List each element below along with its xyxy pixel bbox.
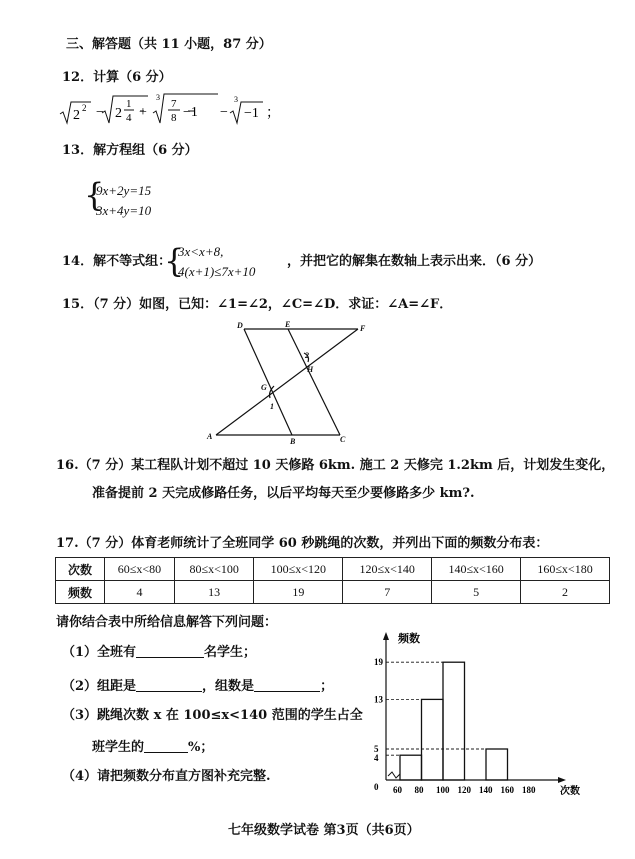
y-axis-arrow [383,632,389,640]
frequency-histogram [362,628,590,800]
cube2-radicand: −1 [244,106,259,121]
table-cell: 60≤x<80 [105,558,175,581]
q12-tail: ； [266,106,280,121]
line-DB [244,329,292,435]
table-cell: 19 [254,581,343,604]
x-tick-label: 160 [500,785,514,795]
table-row-freqs [56,581,610,604]
x-tick-label: 80 [414,785,424,795]
q16-line1: 16.（7 分）某工程队计划不超过 10 天修路 6km. 施工 2 天修完 1.2km 后，计划发生变化， [56,458,615,473]
table-cell: 13 [174,581,253,604]
section-title: 三、解答题（共 11 小题，87 分） [66,37,272,52]
x-tick-label: 120 [457,785,471,795]
table-head-freq: 频数 [56,581,105,604]
mixed-den: 4 [126,112,132,124]
q14-ineq2: 4(x+1)≤7x+10 [178,264,256,279]
y-tick-label: 19 [374,657,383,668]
q12-label: 12．计算（6 分） [62,70,172,85]
q13-brace: { [84,176,105,214]
q12-expression [58,90,298,132]
pt-B: B [290,437,296,446]
axis-break [388,772,400,778]
line-EC [288,329,340,435]
y-tick-label: 13 [374,694,383,705]
answer-blank-4[interactable] [144,738,188,753]
cube2-index: 3 [234,95,238,104]
cube-index: 3 [156,93,160,102]
y-tick-label: 4 [374,753,379,764]
pt-A: A [207,432,213,441]
q15-geometry-figure [200,318,370,448]
table-cell: 5 [432,581,521,604]
q15-text: 15．（7 分）如图，已知：∠1=∠2，∠C=∠D．求证：∠A=∠F． [62,297,453,312]
table-row-intervals [56,558,610,581]
table-cell: 2 [521,581,610,604]
q17-sub2: （2）组距是 ，组数是 ； [62,679,334,694]
line-AF [216,329,358,435]
q14-tail: ，并把它的解集在数轴上表示出来．（6 分） [287,254,542,269]
y-tick-label: 5 [374,744,379,754]
pt-D: D [237,321,243,330]
q14-ineq1: 3x<x+8, [178,244,224,259]
minus-sign: − [96,105,104,120]
table-cell: 100≤x<120 [254,558,343,581]
frac-den: 8 [171,112,177,124]
histogram-bar [443,662,465,780]
x-axis-arrow [558,777,566,783]
q17-sub4: （4）请把频数分布直方图补充完整. [62,769,271,784]
frequency-table [55,557,610,604]
table-cell: 120≤x<140 [343,558,432,581]
table-cell: 140≤x<160 [432,558,521,581]
pt-G: G [261,383,267,392]
histogram-bar [422,699,444,780]
q17-prompt: 请你结合表中所给信息解答下列问题： [56,615,278,630]
q17-sub3a: （3）跳绳次数 x 在 100≤x<140 范围的学生占全 [62,708,363,723]
minus-one: −1 [183,105,198,120]
sqrt-exp: 2 [82,103,87,113]
sqrt-base: 2 [73,108,80,123]
chart-xlabel: 次数 [560,786,580,797]
mixed-whole: 2 [115,106,122,121]
q13-eq1: 9x+2y=15 [96,183,152,198]
pt-H: H [307,365,314,374]
histogram-bar [486,749,508,780]
plus-sign: + [139,105,147,120]
q17-sub3b: 班学生的 %； [92,740,214,755]
angle-2: 2 [305,351,309,360]
pt-C: C [340,435,346,444]
q14-brace: { [164,242,185,280]
table-cell: 7 [343,581,432,604]
q14-label: 14．解不等式组： [62,254,172,269]
q13-label: 13．解方程组（6 分） [62,143,198,158]
q17-intro: 17.（7 分）体育老师统计了全班同学 60 秒跳绳的次数，并列出下面的频数分布表： [56,536,549,551]
table-head-count: 次数 [56,558,105,581]
x-tick-label: 100 [436,785,450,795]
mixed-num: 1 [126,98,132,110]
minus-sign-2: − [220,105,228,120]
x-tick-label: 140 [479,785,493,795]
q16-line2: 准备提前 2 天完成修路任务，以后平均每天至少要修路多少 km?. [92,486,475,501]
q17-sub1: （1）全班有 名学生； [62,645,257,660]
table-cell: 4 [105,581,175,604]
x-tick-label: 60 [393,785,402,795]
x-tick-label: 180 [522,785,536,795]
table-cell: 160≤x<180 [521,558,610,581]
q13-eq2: 3x+4y=10 [96,203,152,218]
answer-blank-2[interactable] [136,677,202,692]
angle-1: 1 [270,402,274,411]
table-cell: 80≤x<100 [174,558,253,581]
chart-ylabel: 频数 [398,633,420,645]
answer-blank-1[interactable] [136,643,204,658]
pt-E: E [285,320,291,329]
answer-blank-3[interactable] [254,677,320,692]
pt-F: F [360,324,366,333]
chart-origin: 0 [374,782,379,792]
frac-num: 7 [171,98,177,110]
histogram-bar [400,755,422,780]
page-footer: 七年级数学试卷 第3页（共6页） [228,823,420,838]
